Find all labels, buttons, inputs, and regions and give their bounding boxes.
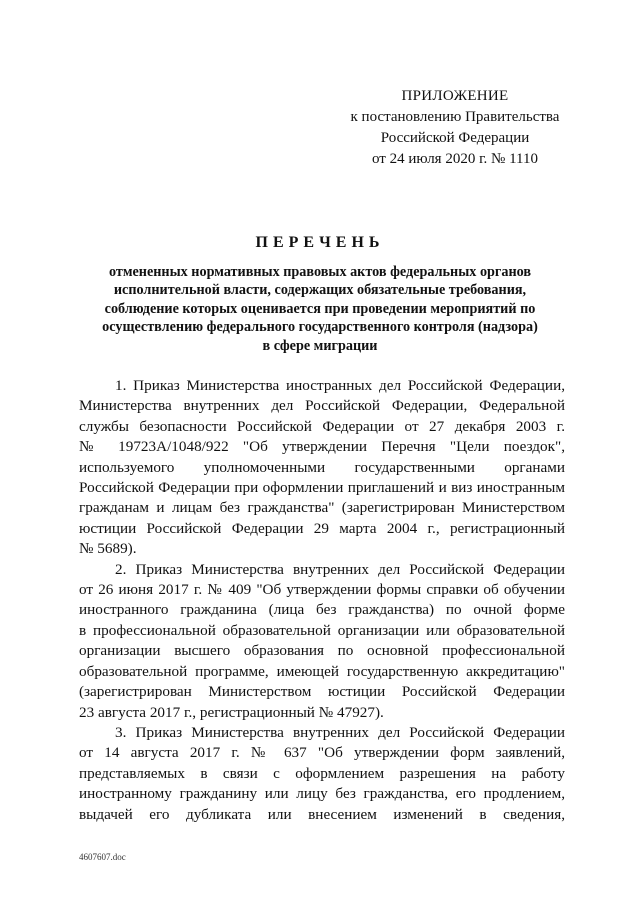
text-line: службы безопасности Российской Федерации от 27 декабря 2003 г. [79, 417, 565, 435]
list-item-1 [79, 376, 565, 560]
text-line: от 26 июня 2017 г. № 409 "Об утверждении формы справки об обучении [79, 581, 565, 599]
appendix-block [330, 86, 580, 170]
text-line: 1. Приказ Министерства иностранных дел Российской Федерации, [115, 377, 565, 394]
text-line: № 5689). [79, 540, 137, 558]
list-item-3 [79, 723, 565, 825]
text-line: используемого уполномоченными государственными органами [79, 458, 565, 476]
subtitle-line: исполнительной власти, содержащих обязательные требования, [113, 282, 527, 299]
text-line: иностранного гражданина (лица без гражданства) по очной форме [79, 601, 565, 619]
text-line: юстиции Российской Федерации 29 марта 2004 г., регистрационный [79, 519, 565, 537]
appendix-line-2: Российской Федерации [380, 130, 530, 146]
document-body [79, 376, 565, 825]
document-subtitle [60, 263, 580, 355]
text-line: в профессиональной образовательной организации или образовательной [79, 621, 565, 639]
file-name-footer: 4607607.doc [79, 852, 126, 862]
text-line: Министерства внутренних дел Российской Федерации, Федеральной [79, 397, 565, 415]
subtitle-line: в сфере миграции [262, 337, 378, 354]
text-line: гражданам и лицам без гражданства" (зарегистрирован Министерством [79, 499, 565, 517]
text-line: 3. Приказ Министерства внутренних дел Российской Федерации [115, 723, 565, 741]
text-line: 2. Приказ Министерства внутренних дел Российской Федерации [115, 560, 565, 578]
text-line: Российской Федерации при оформлении приглашений и виз иностранным [79, 479, 565, 497]
text-line: 23 августа 2017 г., регистрационный № 47927). [79, 703, 384, 721]
text-line: от 14 августа 2017 г. № 637 "Об утверждении форм заявлений, [79, 744, 565, 762]
list-item-2 [79, 560, 565, 723]
text-line: № 19723А/1048/922 "Об утверждении Перечня "Цели поездок", [79, 438, 565, 456]
subtitle-line: осуществлению федерального государственного контроля (надзора) [102, 319, 538, 336]
appendix-line-3: от 24 июля 2020 г. № 1110 [371, 151, 538, 167]
text-line: выдачей его дубликата или внесением изменений в сведения, [79, 805, 565, 823]
subtitle-line: соблюдение которых оценивается при проведении мероприятий по [104, 300, 536, 317]
text-line: иностранному гражданину или лицу без гражданства, его продлением, [79, 785, 565, 803]
appendix-line-1: к постановлению Правительства [350, 109, 560, 125]
subtitle-line: отмененных нормативных правовых актов федеральных органов [108, 264, 532, 280]
text-line: (зарегистрирован Министерством юстиции Российской Федерации [79, 683, 565, 701]
document-title: ПЕРЕЧЕНЬ [255, 234, 385, 251]
text-line: организации высшего образования по основной профессиональной [79, 642, 565, 660]
text-line: образовательной программе, имеющей государственную аккредитацию" [79, 662, 565, 680]
appendix-title: ПРИЛОЖЕНИЕ [401, 88, 509, 104]
text-line: представляемых в связи с оформлением разрешения на работу [79, 764, 565, 782]
